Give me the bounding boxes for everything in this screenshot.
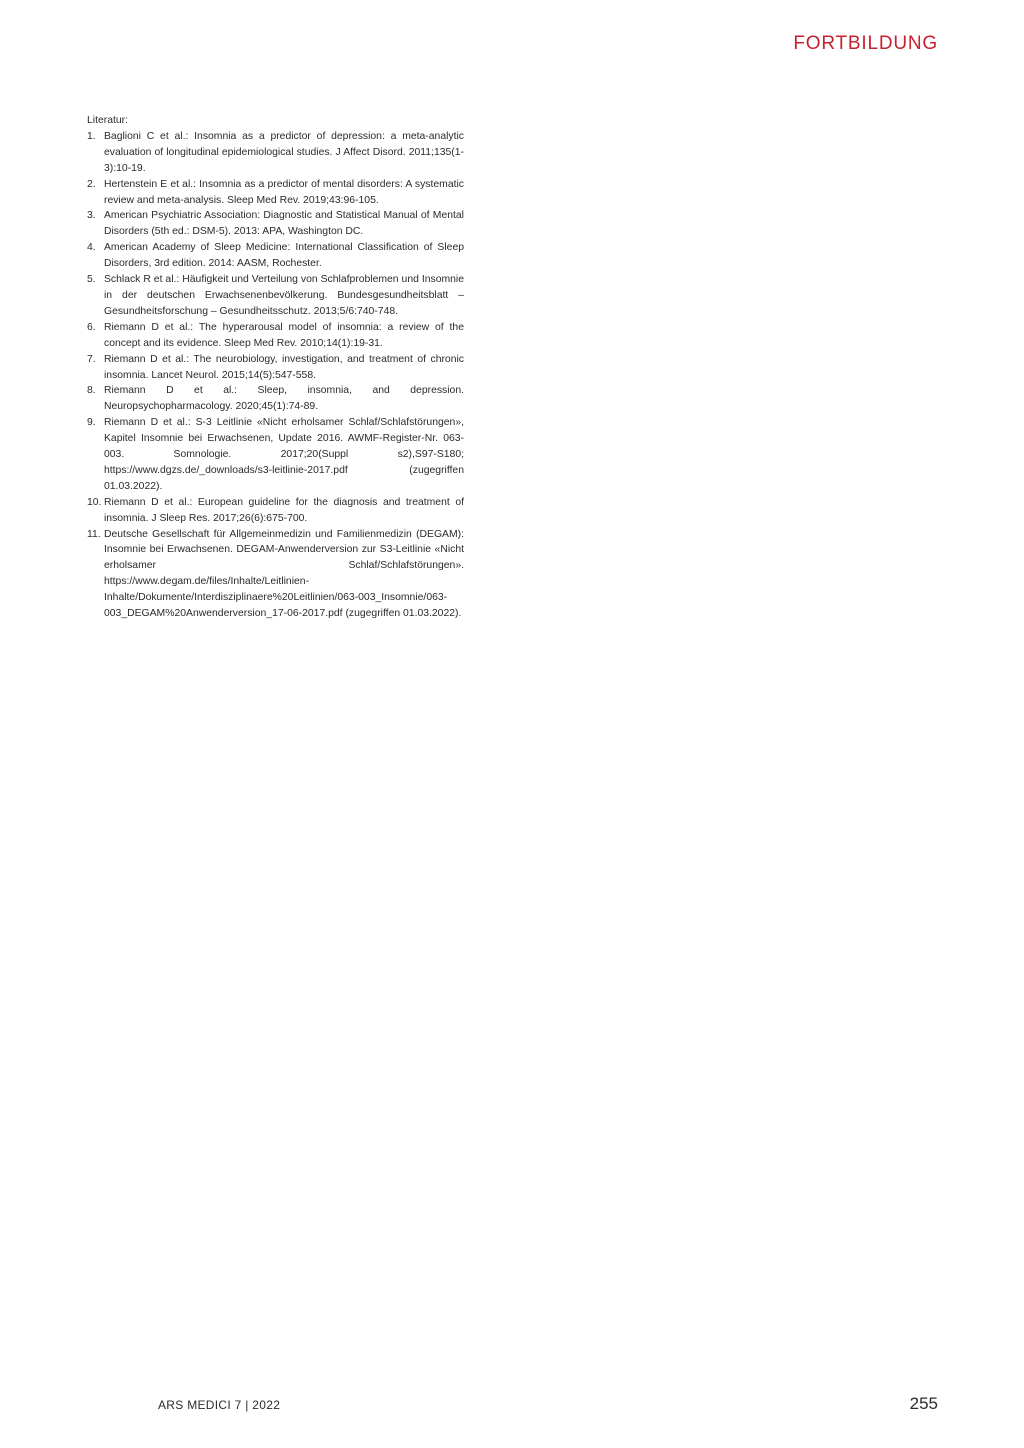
reference-item: [87, 320, 464, 352]
reference-text: Riemann D et al.: The hyperarousal model of insomnia: a review of the concept and its evidence. Sleep Med Rev. 2010;14(1):19-31.: [104, 321, 464, 349]
reference-number: 5.: [87, 274, 96, 286]
reference-item: [87, 272, 464, 320]
reference-item: [87, 240, 464, 272]
reference-number: 9.: [87, 417, 96, 429]
reference-item: [87, 352, 464, 384]
reference-text: Riemann D et al.: S-3 Leitlinie «Nicht erholsamer Schlaf/Schlafstörungen», Kapitel Insomnie bei Erwachsenen, Update 2016. AWMF-Register-Nr. 063-003. Somnologie. 2017;20(Suppl s2),S97-S180; https://www.dgzs.de/_downloads/s3-leitlinie-2017.pdf (zugegriffen 01.03.2022).: [104, 417, 464, 492]
section-header: FORTBILDUNG: [793, 33, 938, 54]
reference-number: 6.: [87, 321, 96, 333]
reference-text: Schlack R et al.: Häufigkeit und Verteilung von Schlafproblemen und Insomnie in der deutschen Erwachsenenbevölkerung. Bundesgesundheitsblatt – Gesundheitsforschung – Gesundheitsschutz. 2013;5/6:740-748.: [104, 274, 464, 317]
reference-number: 11.: [87, 528, 101, 540]
reference-item: [87, 383, 464, 415]
reference-text: American Psychiatric Association: Diagnostic and Statistical Manual of Mental Disorders (5th ed.: DSM-5). 2013: APA, Washington DC.: [104, 210, 464, 238]
reference-text: Riemann D et al.: Sleep, insomnia, and depression. Neuropsychopharmacology. 2020;45(1):74-89.: [104, 385, 464, 413]
footer-journal-issue: ARS MEDICI 7 | 2022: [158, 1398, 281, 1412]
references-heading: Literatur:: [87, 115, 129, 126]
reference-number: 1.: [87, 130, 96, 142]
reference-number: 2.: [87, 178, 96, 190]
page-number: 255: [909, 1394, 938, 1413]
reference-text: Hertenstein E et al.: Insomnia as a predictor of mental disorders: A systematic review and meta-analysis. Sleep Med Rev. 2019;43:96-105.: [104, 178, 464, 206]
reference-list: [87, 129, 464, 622]
reference-number: 7.: [87, 353, 96, 365]
reference-item: [87, 129, 464, 177]
reference-text: Baglioni C et al.: Insomnia as a predictor of depression: a meta-analytic evaluation of longitudinal epidemiological studies. J Affect Disord. 2011;135(1-3):10-19.: [104, 130, 464, 174]
reference-number: 3.: [87, 210, 96, 222]
reference-item: [87, 177, 464, 209]
reference-item: [87, 527, 464, 622]
reference-text: Deutsche Gesellschaft für Allgemeinmedizin und Familienmedizin (DEGAM): Insomnie bei Erwachsenen. DEGAM-Anwenderversion zur S3-Leitlinie «Nicht erholsamer Schlaf/Schlafstörungen». https://www.degam.de/files/Inhalte/Leitlinien-Inhalte/Dokumente/Interdisziplinaere%20Leitlinien/063-003_Insomnie/063-003_DEGAM%20Anwenderversion_17-06-2017.pdf (zugegriffen 01.03.2022).: [104, 528, 464, 620]
reference-item: [87, 415, 464, 495]
reference-number: 4.: [87, 242, 96, 254]
reference-number: 8.: [87, 385, 96, 397]
reference-text: American Academy of Sleep Medicine: International Classification of Sleep Disorders, 3rd edition. 2014: AASM, Rochester.: [104, 242, 464, 270]
reference-item: [87, 208, 464, 240]
reference-text: Riemann D et al.: The neurobiology, investigation, and treatment of chronic insomnia. Lancet Neurol. 2015;14(5):547-558.: [104, 353, 464, 381]
reference-text: Riemann D et al.: European guideline for the diagnosis and treatment of insomnia. J Sleep Res. 2017;26(6):675-700.: [104, 496, 464, 524]
reference-section: [87, 113, 464, 622]
reference-item: [87, 495, 464, 527]
reference-number: 10.: [87, 496, 102, 508]
